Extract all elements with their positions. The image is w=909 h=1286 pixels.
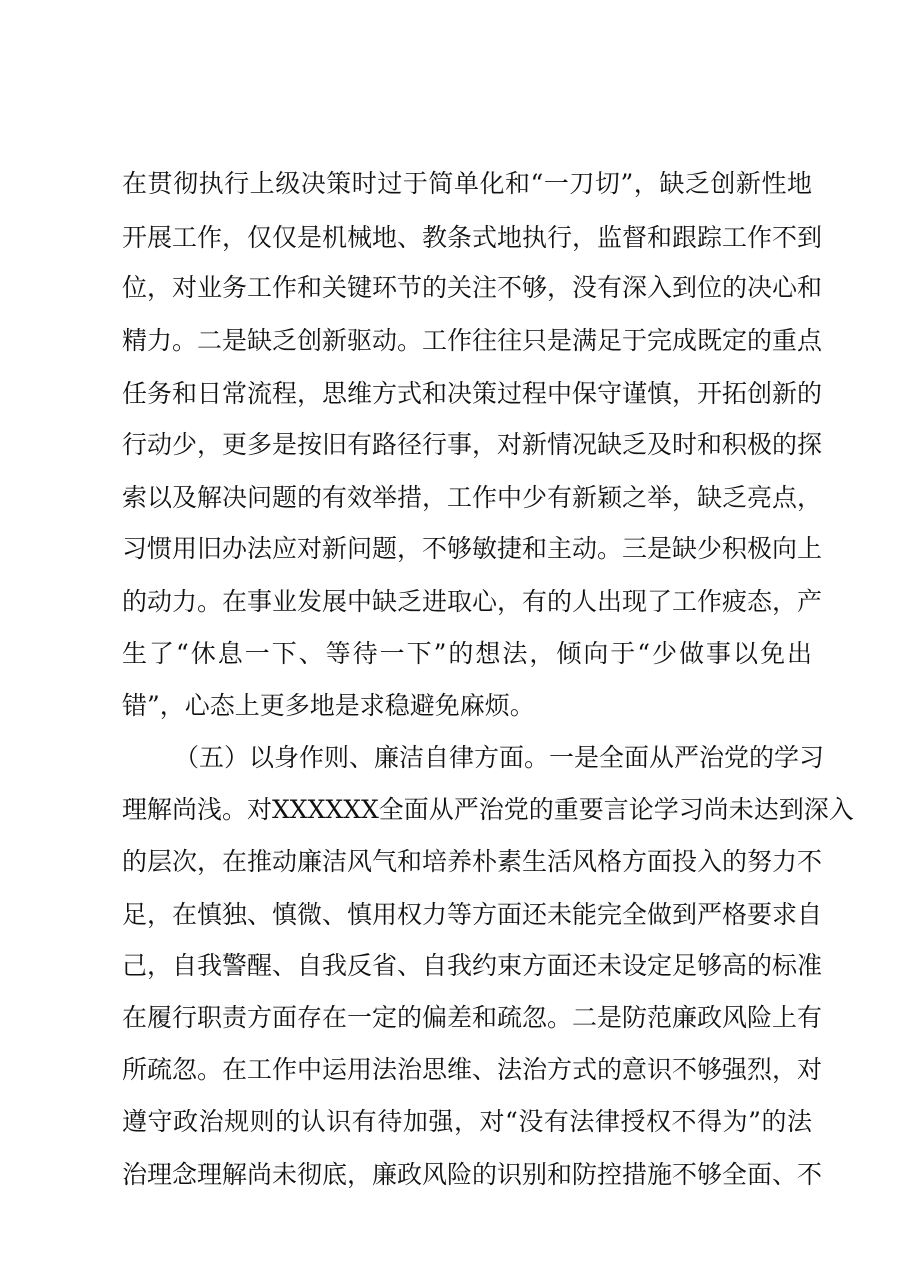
text-line-6: 行动少，更多是按旧有路径行事，对新情况缺乏及时和积极的探: [122, 430, 823, 459]
text-line-10: 生了“休息一下、等待一下”的想法，倾向于“少做事以免出: [122, 639, 812, 668]
text-line-20: 治理念理解尚未彻底，廉政风险的识别和防控措施不够全面、不: [122, 1160, 823, 1189]
text-line-13: 理解尚浅。对XXXXXX全面从严治党的重要言论学习尚未达到深入: [122, 795, 854, 824]
text-line-14: 的层次，在推动廉洁风气和培养朴素生活风格方面投入的努力不: [122, 847, 823, 876]
text-line-18: 所疏忽。在工作中运用法治思维、法治方式的意识不够强烈，对: [122, 1055, 823, 1084]
text-line-17: 在履行职责方面存在一定的偏差和疏忽。二是防范廉政风险上有: [122, 1003, 823, 1032]
text-line-4: 精力。二是缺乏创新驱动。工作往往只是满足于完成既定的重点: [122, 326, 823, 355]
text-line-11: 错”，心态上更多地是求稳避免麻烦。: [122, 691, 535, 720]
text-line-3: 位，对业务工作和关键环节的关注不够，没有深入到位的决心和: [122, 273, 823, 302]
text-line-16: 己，自我警醒、自我反省、自我约束方面还未设定足够高的标准: [122, 951, 823, 980]
text-line-1: 在贯彻执行上级决策时过于简单化和“一刀切”，缺乏创新性地: [122, 169, 812, 198]
text-line-5: 任务和日常流程，思维方式和决策过程中保守谨慎，开拓创新的: [122, 379, 823, 408]
text-line-15: 足，在慎独、慎微、慎用权力等方面还未能完全做到严格要求自: [122, 900, 823, 929]
text-line-2: 开展工作，仅仅是机械地、教条式地执行，监督和跟踪工作不到: [122, 223, 823, 252]
text-line-8: 习惯用旧办法应对新问题，不够敏捷和主动。三是缺少积极向上: [122, 534, 823, 563]
text-line-9: 的动力。在事业发展中缺乏进取心，有的人出现了工作疲态，产: [122, 587, 823, 616]
section-heading-line: （五）以身作则、廉洁自律方面。一是全面从严治党的学习: [174, 743, 825, 772]
text-line-7: 索以及解决问题的有效举措，工作中少有新颖之举，缺乏亮点，: [122, 483, 823, 512]
text-line-19: 遵守政治规则的认识有待加强，对“没有法律授权不得为”的法: [122, 1107, 812, 1136]
